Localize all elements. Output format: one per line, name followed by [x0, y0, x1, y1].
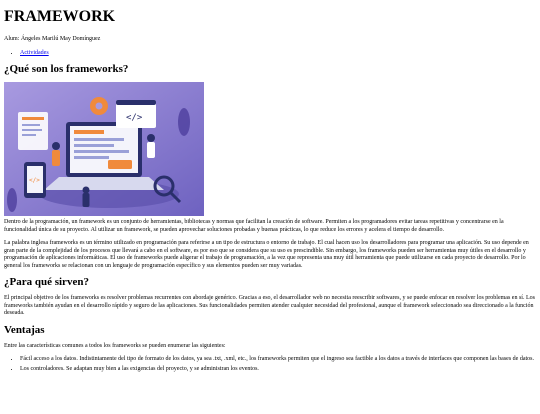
paragraph-term: La palabra inglesa frameworks es un término utilizado en programación para referirse a un tipo de estructura o entorno de trabajo. El cual hacen uso los desarrolladores para programar una aplicación. Su uso depende en gran parte de la complejidad de los procesos que llevará a cabo en el software, es por eso que se considera que su uso es prescindible. Sin embargo, los frameworks pueden ser herramientas muy útiles en el desarrollo y programación de aplicaciones informáticas. El uso de frameworks puede aligerar el trabajo de programación, a la vez que representa una muy útil herramienta que puede utilizarse en cada proyecto de desarrollo. Por lo general los frameworks se relacionan con un lenguaje de programación específico y sus elementos pueden ser muy variadas. [4, 240, 529, 269]
paragraph-definition: Dentro de la programación, un framework es un conjunto de herramientas, bibliotecas y normas que facilitan la creación de software. Permiten a los programadores evitar tareas repetitivas y concentrarse en la funcionalidad única de su proyecto. Al utilizar un framework, se pueden aprovechar soluciones probadas y buenas prácticas, lo que reduce los errores y acelera el tiempo de desarrollo. [4, 219, 504, 233]
svg-text:</>: </> [126, 113, 143, 123]
page [0, 9, 540, 373]
author-line: Alum: Ángeles Marilú May Domínguez [4, 36, 101, 42]
section-heading-what: ¿Qué son los frameworks? [4, 63, 129, 75]
paragraph-advantages-intro: Entre las características comunes a todos los frameworks se pueden enumerar las siguientes: [4, 342, 226, 349]
nav-link-actividades[interactable]: Actividades [20, 50, 49, 56]
list-item: • Los controladores. Se adaptan muy bien a las exigencias del proyecto, y se administran los eventos. [20, 366, 536, 374]
nav-list [4, 49, 536, 57]
section-heading-purpose: ¿Para qué sirven? [4, 276, 89, 288]
advantages-list [4, 356, 536, 373]
list-item: • Fácil acceso a los datos. Indistintamente del tipo de formato de los datos, ya sea .txt, .xml, etc., los frameworks permiten que el ingreso sea factible a los datos a través de interfaces que componen las bases de datos. [20, 356, 536, 364]
svg-text:</>: </> [29, 177, 40, 184]
page-title: FRAMEWORK [4, 8, 116, 25]
framework-illustration [4, 82, 204, 216]
section-heading-advantages: Ventajas [4, 323, 45, 336]
paragraph-purpose: El principal objetivo de los frameworks es resolver problemas recurrentes con abordaje genérico. Gracias a eso, el desarrollador web no necesita reescribir softwares, y se puede enfocar en resolver los problemas en sí. Los frameworks también ayudan en el desarrollo rápido y seguro de las aplicaciones. Sus funcionalidades permiten atender cualquier necesidad del profesional, aunque el framework seleccionado sea direccionado a la función deseada. [4, 295, 535, 316]
nav-item [20, 49, 536, 57]
